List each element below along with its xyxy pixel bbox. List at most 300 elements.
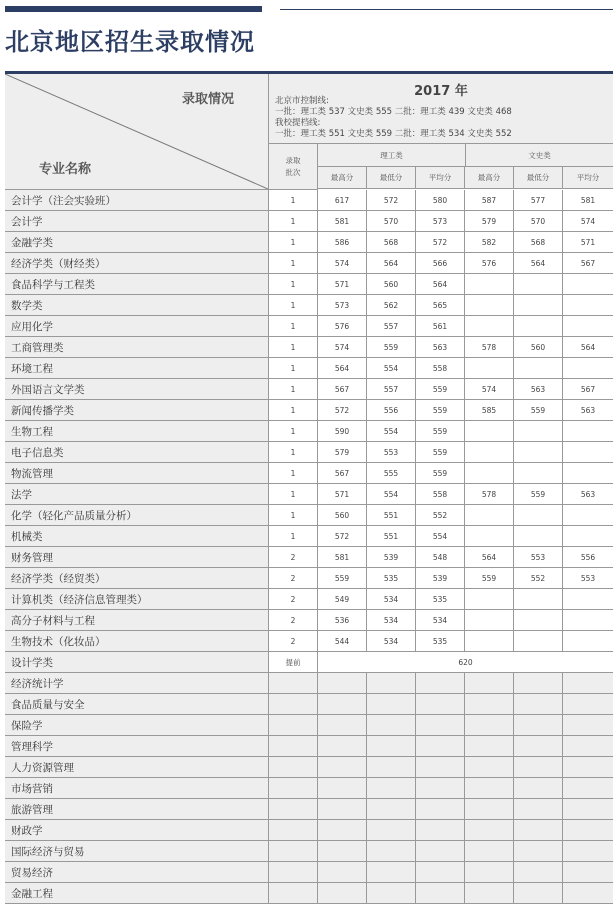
major-name-cell: 管理科学 bbox=[5, 736, 269, 756]
table-row bbox=[5, 316, 613, 337]
empty-cell bbox=[514, 799, 563, 819]
science-score-cell: 586 bbox=[318, 232, 367, 252]
science-score-cell: 558 bbox=[416, 484, 465, 504]
arts-score-cell: 567 bbox=[563, 253, 613, 273]
batch-label: 录取 批次 bbox=[285, 155, 301, 177]
major-name-cell: 物流管理 bbox=[5, 463, 269, 483]
empty-cell bbox=[514, 757, 563, 777]
empty-cell bbox=[563, 358, 613, 378]
empty-cell bbox=[465, 631, 514, 651]
science-score-cell: 564 bbox=[416, 274, 465, 294]
table-corner-header bbox=[5, 74, 269, 190]
empty-cell bbox=[514, 862, 563, 882]
major-name-cell: 会计学（注会实验班） bbox=[5, 190, 269, 210]
info-line: 我校提档线: bbox=[275, 118, 321, 128]
major-name-cell: 新闻传播学类 bbox=[5, 400, 269, 420]
empty-cell bbox=[465, 610, 514, 630]
science-score-cell: 554 bbox=[367, 421, 416, 441]
empty-cell bbox=[367, 862, 416, 882]
empty-cell bbox=[318, 757, 367, 777]
empty-cell bbox=[465, 421, 514, 441]
science-score-cell: 535 bbox=[416, 631, 465, 651]
science-score-cell: 534 bbox=[367, 589, 416, 609]
empty-cell bbox=[269, 820, 318, 840]
science-score-cell: 556 bbox=[367, 400, 416, 420]
science-score-cell: 571 bbox=[318, 484, 367, 504]
empty-cell bbox=[514, 463, 563, 483]
major-name-cell: 机械类 bbox=[5, 526, 269, 546]
science-score-cell: 561 bbox=[416, 316, 465, 336]
table-row bbox=[5, 757, 613, 778]
info-line: 北京市控制线: bbox=[275, 96, 329, 106]
science-score-cell: 534 bbox=[367, 610, 416, 630]
major-name-cell: 经济学类（财经类） bbox=[5, 253, 269, 273]
year-label: 2017 年 bbox=[414, 84, 468, 99]
empty-cell bbox=[367, 736, 416, 756]
science-group-header: 理工类 bbox=[318, 144, 466, 167]
empty-cell bbox=[465, 778, 514, 798]
major-name-cell: 财政学 bbox=[5, 820, 269, 840]
empty-cell bbox=[318, 841, 367, 861]
science-score-cell: 539 bbox=[416, 568, 465, 588]
empty-cell bbox=[465, 274, 514, 294]
science-score-cell: 573 bbox=[416, 211, 465, 231]
batch-cell: 1 bbox=[269, 274, 318, 294]
empty-cell bbox=[318, 778, 367, 798]
empty-cell bbox=[465, 715, 514, 735]
arts-score-cell: 568 bbox=[514, 232, 563, 252]
major-name-cell: 贸易经济 bbox=[5, 862, 269, 882]
major-name-cell: 保险学 bbox=[5, 715, 269, 735]
batch-cell: 2 bbox=[269, 631, 318, 651]
science-score-cell: 572 bbox=[416, 232, 465, 252]
table-row bbox=[5, 820, 613, 841]
empty-cell bbox=[269, 799, 318, 819]
arts-group-header: 文史类 bbox=[466, 144, 613, 167]
table-row bbox=[5, 337, 613, 358]
major-name-cell: 金融学类 bbox=[5, 232, 269, 252]
table-row bbox=[5, 736, 613, 757]
science-score-cell: 554 bbox=[367, 484, 416, 504]
empty-cell bbox=[514, 358, 563, 378]
arts-score-cell: 579 bbox=[465, 211, 514, 231]
major-name-cell: 会计学 bbox=[5, 211, 269, 231]
table-row bbox=[5, 673, 613, 694]
empty-cell bbox=[269, 841, 318, 861]
table-row bbox=[5, 463, 613, 484]
empty-cell bbox=[367, 883, 416, 903]
major-name-cell: 应用化学 bbox=[5, 316, 269, 336]
sci-min-header: 最低分 bbox=[367, 167, 416, 189]
sci-max-header: 最高分 bbox=[318, 167, 367, 189]
score-line-info bbox=[269, 74, 613, 144]
science-score-cell: 535 bbox=[416, 589, 465, 609]
empty-cell bbox=[514, 820, 563, 840]
table-row bbox=[5, 379, 613, 400]
science-score-cell: 564 bbox=[367, 253, 416, 273]
empty-cell bbox=[318, 820, 367, 840]
table-row bbox=[5, 589, 613, 610]
arts-score-cell: 587 bbox=[465, 190, 514, 210]
table-row bbox=[5, 190, 613, 211]
science-score-cell: 536 bbox=[318, 610, 367, 630]
batch-cell: 1 bbox=[269, 358, 318, 378]
empty-cell bbox=[514, 883, 563, 903]
science-score-cell: 559 bbox=[416, 463, 465, 483]
empty-cell bbox=[514, 673, 563, 693]
empty-cell bbox=[416, 841, 465, 861]
info-line: 一批：理工类 537 文史类 555 二批：理工类 439 文史类 468 bbox=[275, 107, 512, 117]
arts-score-cell: 582 bbox=[465, 232, 514, 252]
batch-cell: 1 bbox=[269, 400, 318, 420]
major-name-cell: 国际经济与贸易 bbox=[5, 841, 269, 861]
empty-cell bbox=[416, 736, 465, 756]
arts-score-cell: 563 bbox=[563, 400, 613, 420]
major-name-cell: 化学（轻化产品质量分析） bbox=[5, 505, 269, 525]
arts-score-cell: 578 bbox=[465, 337, 514, 357]
empty-cell bbox=[367, 799, 416, 819]
empty-cell bbox=[318, 715, 367, 735]
batch-column-header bbox=[269, 144, 318, 190]
science-score-cell: 574 bbox=[318, 337, 367, 357]
arts-score-cell: 559 bbox=[514, 400, 563, 420]
batch-cell: 1 bbox=[269, 379, 318, 399]
table-row bbox=[5, 421, 613, 442]
empty-cell bbox=[563, 694, 613, 714]
table-row bbox=[5, 715, 613, 736]
table-row bbox=[5, 862, 613, 883]
science-score-cell: 539 bbox=[367, 547, 416, 567]
science-score-cell: 551 bbox=[367, 526, 416, 546]
empty-cell bbox=[367, 673, 416, 693]
empty-cell bbox=[367, 778, 416, 798]
major-name-cell: 设计学类 bbox=[5, 652, 269, 672]
table-row bbox=[5, 274, 613, 295]
science-score-cell: 572 bbox=[367, 190, 416, 210]
batch-cell: 1 bbox=[269, 337, 318, 357]
science-score-cell: 535 bbox=[367, 568, 416, 588]
batch-cell: 2 bbox=[269, 610, 318, 630]
empty-cell bbox=[318, 799, 367, 819]
batch-cell: 2 bbox=[269, 568, 318, 588]
empty-cell bbox=[318, 673, 367, 693]
table-row bbox=[5, 400, 613, 421]
empty-cell bbox=[416, 778, 465, 798]
science-score-cell: 562 bbox=[367, 295, 416, 315]
major-name-cell: 外国语言文学类 bbox=[5, 379, 269, 399]
science-score-cell: 560 bbox=[367, 274, 416, 294]
science-score-cell: 544 bbox=[318, 631, 367, 651]
table-row bbox=[5, 799, 613, 820]
empty-cell bbox=[514, 589, 563, 609]
table-row bbox=[5, 358, 613, 379]
major-name-cell: 电子信息类 bbox=[5, 442, 269, 462]
major-name-cell: 数学类 bbox=[5, 295, 269, 315]
science-score-cell: 552 bbox=[416, 505, 465, 525]
empty-cell bbox=[367, 694, 416, 714]
empty-cell bbox=[416, 820, 465, 840]
empty-cell bbox=[514, 631, 563, 651]
arts-score-cell: 564 bbox=[514, 253, 563, 273]
empty-cell bbox=[563, 589, 613, 609]
empty-cell bbox=[318, 862, 367, 882]
science-score-cell: 559 bbox=[416, 379, 465, 399]
page-title: 北京地区招生录取情况 bbox=[5, 28, 255, 56]
science-score-cell: 534 bbox=[416, 610, 465, 630]
table-row bbox=[5, 778, 613, 799]
arts-score-cell: 570 bbox=[514, 211, 563, 231]
table-row bbox=[5, 610, 613, 631]
table-row bbox=[5, 694, 613, 715]
science-score-cell: 564 bbox=[318, 358, 367, 378]
science-score-cell: 559 bbox=[318, 568, 367, 588]
batch-cell: 2 bbox=[269, 589, 318, 609]
empty-cell bbox=[318, 736, 367, 756]
science-score-cell: 555 bbox=[367, 463, 416, 483]
empty-cell bbox=[465, 883, 514, 903]
science-score-cell: 554 bbox=[416, 526, 465, 546]
major-name-cell: 人力资源管理 bbox=[5, 757, 269, 777]
arts-score-cell: 552 bbox=[514, 568, 563, 588]
table-row bbox=[5, 841, 613, 862]
batch-cell: 1 bbox=[269, 253, 318, 273]
empty-cell bbox=[269, 673, 318, 693]
major-name-label: 专业名称 bbox=[39, 162, 92, 177]
table-row bbox=[5, 442, 613, 463]
empty-cell bbox=[269, 778, 318, 798]
empty-cell bbox=[563, 505, 613, 525]
empty-cell bbox=[269, 736, 318, 756]
science-score-cell: 559 bbox=[416, 421, 465, 441]
empty-cell bbox=[514, 442, 563, 462]
admission-label: 录取情况 bbox=[181, 92, 234, 107]
major-name-cell: 环境工程 bbox=[5, 358, 269, 378]
table-row bbox=[5, 631, 613, 652]
empty-cell bbox=[465, 505, 514, 525]
major-name-cell: 高分子材料与工程 bbox=[5, 610, 269, 630]
batch-cell: 1 bbox=[269, 190, 318, 210]
arts-score-cell: 564 bbox=[563, 337, 613, 357]
arts-score-cell: 571 bbox=[563, 232, 613, 252]
empty-cell bbox=[416, 694, 465, 714]
arts-max-header: 最高分 bbox=[465, 167, 514, 189]
table-row bbox=[5, 652, 613, 673]
empty-cell bbox=[514, 316, 563, 336]
arts-score-cell: 553 bbox=[514, 547, 563, 567]
empty-cell bbox=[514, 694, 563, 714]
science-score-cell: 559 bbox=[416, 442, 465, 462]
empty-cell bbox=[416, 799, 465, 819]
empty-cell bbox=[269, 757, 318, 777]
merged-score-cell: 620 bbox=[318, 652, 613, 672]
batch-cell: 提前 bbox=[269, 652, 318, 672]
empty-cell bbox=[514, 778, 563, 798]
batch-cell: 2 bbox=[269, 547, 318, 567]
empty-cell bbox=[563, 778, 613, 798]
science-score-cell: 567 bbox=[318, 463, 367, 483]
major-name-cell: 旅游管理 bbox=[5, 799, 269, 819]
science-score-cell: 557 bbox=[367, 316, 416, 336]
empty-cell bbox=[465, 694, 514, 714]
science-score-cell: 560 bbox=[318, 505, 367, 525]
title-accent-bar bbox=[5, 6, 262, 12]
science-score-cell: 559 bbox=[367, 337, 416, 357]
empty-cell bbox=[563, 463, 613, 483]
science-score-cell: 573 bbox=[318, 295, 367, 315]
major-name-cell: 金融工程 bbox=[5, 883, 269, 903]
empty-cell bbox=[563, 631, 613, 651]
batch-cell: 1 bbox=[269, 211, 318, 231]
science-score-cell: 590 bbox=[318, 421, 367, 441]
science-score-cell: 581 bbox=[318, 547, 367, 567]
science-score-cell: 553 bbox=[367, 442, 416, 462]
science-score-cell: 563 bbox=[416, 337, 465, 357]
empty-cell bbox=[563, 673, 613, 693]
empty-cell bbox=[514, 421, 563, 441]
arts-score-cell: 556 bbox=[563, 547, 613, 567]
major-name-cell: 财务管理 bbox=[5, 547, 269, 567]
arts-score-cell: 563 bbox=[514, 379, 563, 399]
empty-cell bbox=[563, 295, 613, 315]
empty-cell bbox=[416, 715, 465, 735]
empty-cell bbox=[465, 526, 514, 546]
arts-score-cell: 563 bbox=[563, 484, 613, 504]
table-row bbox=[5, 547, 613, 568]
science-score-cell: 557 bbox=[367, 379, 416, 399]
empty-cell bbox=[416, 757, 465, 777]
empty-cell bbox=[563, 316, 613, 336]
empty-cell bbox=[563, 610, 613, 630]
arts-score-cell: 559 bbox=[465, 568, 514, 588]
science-score-cell: 617 bbox=[318, 190, 367, 210]
empty-cell bbox=[367, 820, 416, 840]
empty-cell bbox=[563, 526, 613, 546]
arts-min-header: 最低分 bbox=[514, 167, 563, 189]
empty-cell bbox=[367, 757, 416, 777]
empty-cell bbox=[269, 883, 318, 903]
table-row bbox=[5, 232, 613, 253]
empty-cell bbox=[416, 883, 465, 903]
science-score-cell: 568 bbox=[367, 232, 416, 252]
science-score-cell: 574 bbox=[318, 253, 367, 273]
table-row bbox=[5, 253, 613, 274]
empty-cell bbox=[367, 841, 416, 861]
science-score-cell: 572 bbox=[318, 526, 367, 546]
arts-score-cell: 585 bbox=[465, 400, 514, 420]
table-row bbox=[5, 484, 613, 505]
arts-score-cell: 567 bbox=[563, 379, 613, 399]
table-row bbox=[5, 883, 613, 904]
empty-cell bbox=[563, 883, 613, 903]
science-score-cell: 554 bbox=[367, 358, 416, 378]
arts-score-cell: 574 bbox=[465, 379, 514, 399]
empty-cell bbox=[563, 757, 613, 777]
science-score-cell: 565 bbox=[416, 295, 465, 315]
batch-cell: 1 bbox=[269, 421, 318, 441]
empty-cell bbox=[465, 358, 514, 378]
science-score-cell: 559 bbox=[416, 400, 465, 420]
empty-cell bbox=[563, 799, 613, 819]
empty-cell bbox=[514, 274, 563, 294]
empty-cell bbox=[563, 862, 613, 882]
empty-cell bbox=[465, 862, 514, 882]
empty-cell bbox=[514, 505, 563, 525]
batch-cell: 1 bbox=[269, 463, 318, 483]
table-row bbox=[5, 526, 613, 547]
sci-avg-header: 平均分 bbox=[416, 167, 465, 189]
empty-cell bbox=[563, 421, 613, 441]
empty-cell bbox=[416, 862, 465, 882]
arts-score-cell: 553 bbox=[563, 568, 613, 588]
empty-cell bbox=[465, 820, 514, 840]
empty-cell bbox=[514, 715, 563, 735]
science-score-cell: 572 bbox=[318, 400, 367, 420]
science-score-cell: 548 bbox=[416, 547, 465, 567]
arts-avg-header: 平均分 bbox=[563, 167, 613, 189]
science-score-cell: 549 bbox=[318, 589, 367, 609]
empty-cell bbox=[465, 463, 514, 483]
empty-cell bbox=[269, 715, 318, 735]
arts-score-cell: 574 bbox=[563, 211, 613, 231]
empty-cell bbox=[269, 694, 318, 714]
major-name-cell: 经济学类（经贸类） bbox=[5, 568, 269, 588]
arts-score-cell: 559 bbox=[514, 484, 563, 504]
major-name-cell: 生物工程 bbox=[5, 421, 269, 441]
major-name-cell: 工商管理类 bbox=[5, 337, 269, 357]
science-score-cell: 558 bbox=[416, 358, 465, 378]
batch-cell: 1 bbox=[269, 484, 318, 504]
science-score-cell: 576 bbox=[318, 316, 367, 336]
empty-cell bbox=[563, 820, 613, 840]
info-line: 一批：理工类 551 文史类 559 二批：理工类 534 文史类 552 bbox=[275, 129, 512, 139]
empty-cell bbox=[514, 526, 563, 546]
arts-score-cell: 578 bbox=[465, 484, 514, 504]
science-score-cell: 570 bbox=[367, 211, 416, 231]
table-row bbox=[5, 505, 613, 526]
empty-cell bbox=[465, 589, 514, 609]
empty-cell bbox=[269, 862, 318, 882]
batch-cell: 1 bbox=[269, 316, 318, 336]
batch-cell: 1 bbox=[269, 232, 318, 252]
arts-score-cell: 564 bbox=[465, 547, 514, 567]
empty-cell bbox=[318, 694, 367, 714]
batch-cell: 1 bbox=[269, 295, 318, 315]
empty-cell bbox=[465, 295, 514, 315]
science-score-cell: 534 bbox=[367, 631, 416, 651]
empty-cell bbox=[514, 610, 563, 630]
empty-cell bbox=[563, 715, 613, 735]
empty-cell bbox=[465, 673, 514, 693]
major-name-cell: 生物技术（化妆品） bbox=[5, 631, 269, 651]
table-row bbox=[5, 295, 613, 316]
arts-score-cell: 577 bbox=[514, 190, 563, 210]
science-score-cell: 579 bbox=[318, 442, 367, 462]
arts-score-cell: 581 bbox=[563, 190, 613, 210]
empty-cell bbox=[465, 316, 514, 336]
major-name-cell: 食品科学与工程类 bbox=[5, 274, 269, 294]
empty-cell bbox=[465, 442, 514, 462]
empty-cell bbox=[367, 715, 416, 735]
science-score-cell: 580 bbox=[416, 190, 465, 210]
table-row bbox=[5, 568, 613, 589]
empty-cell bbox=[563, 274, 613, 294]
empty-cell bbox=[318, 883, 367, 903]
empty-cell bbox=[465, 736, 514, 756]
science-score-cell: 567 bbox=[318, 379, 367, 399]
science-score-cell: 581 bbox=[318, 211, 367, 231]
empty-cell bbox=[514, 736, 563, 756]
major-name-cell: 市场营销 bbox=[5, 778, 269, 798]
